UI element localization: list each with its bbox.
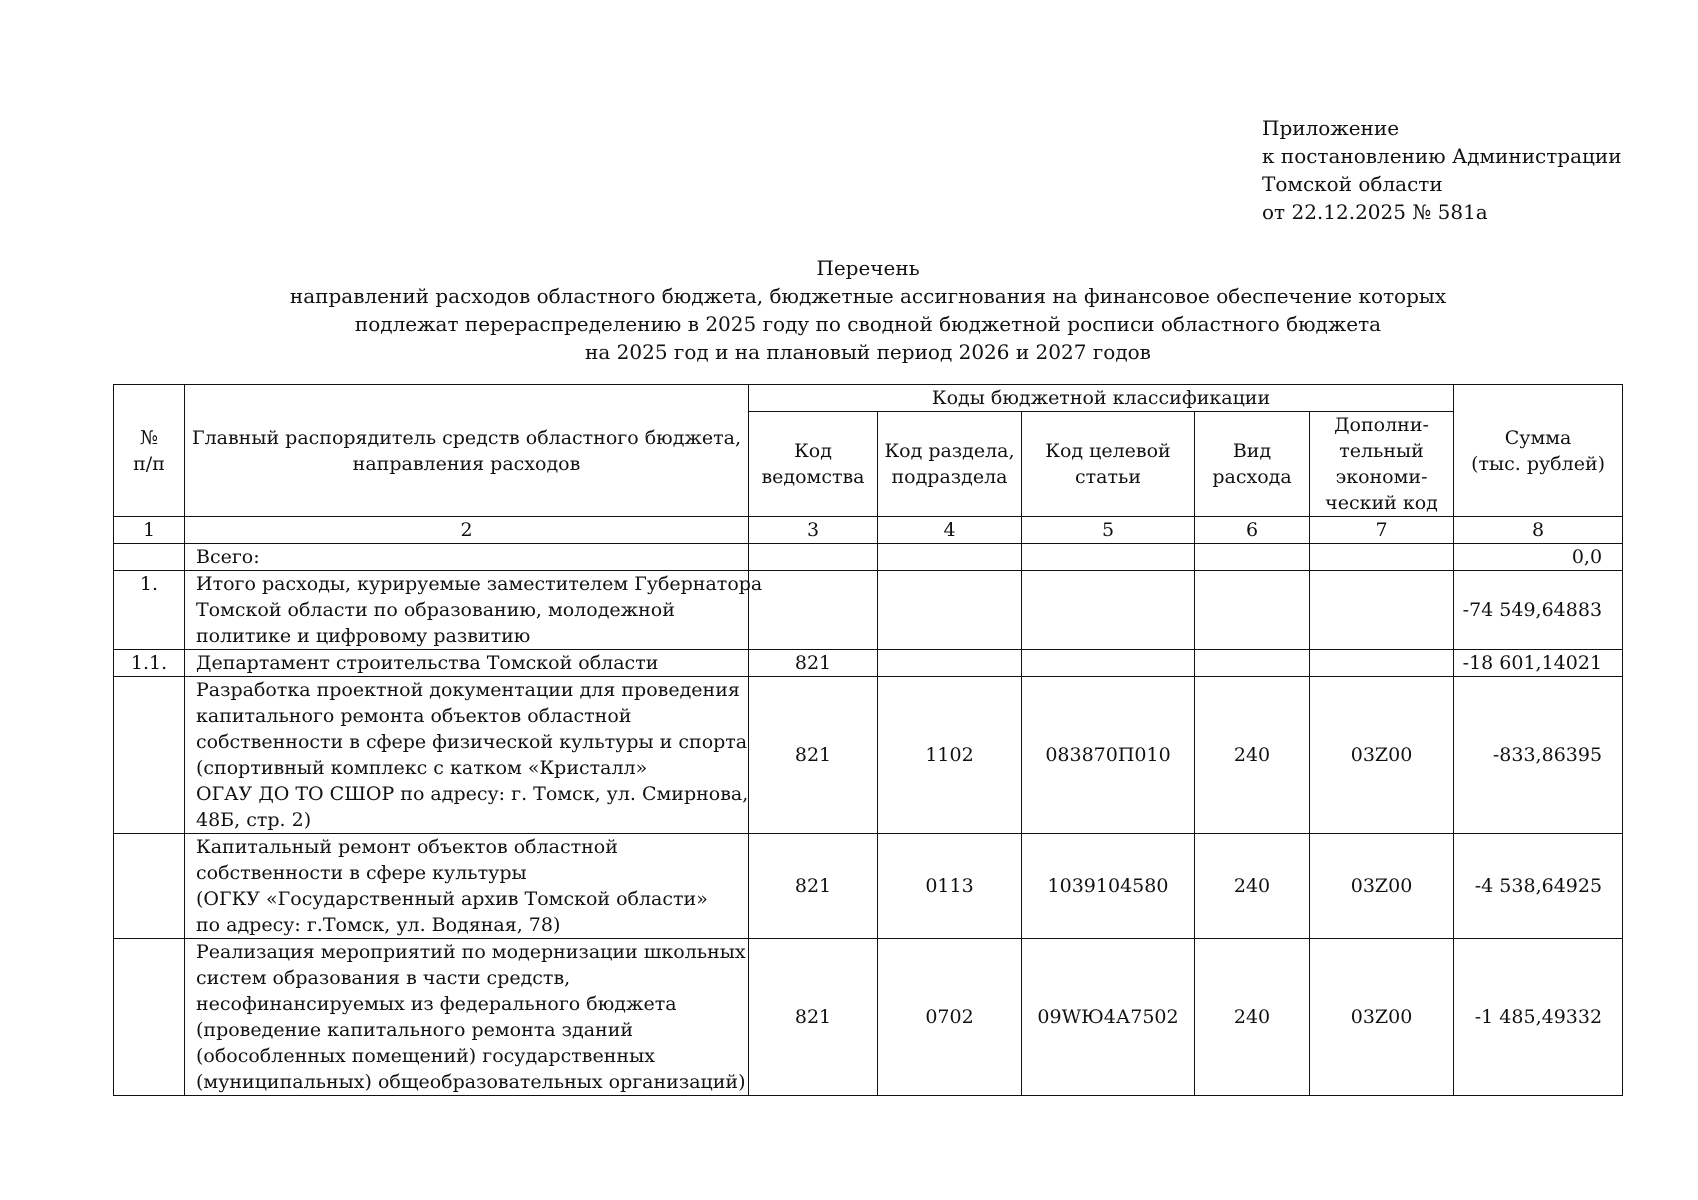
row-name-line: Реализация мероприятий по модернизации школьных bbox=[196, 941, 746, 963]
column-number: 5 bbox=[1022, 517, 1195, 544]
row-section: 0113 bbox=[878, 834, 1022, 939]
row-name-line: Итого расходы, курируемые заместителем Губернатора bbox=[196, 573, 763, 595]
column-number: 4 bbox=[878, 517, 1022, 544]
row-name bbox=[185, 544, 749, 571]
row-name-line: 48Б, стр. 2) bbox=[196, 809, 312, 831]
header-sum bbox=[1454, 385, 1623, 517]
header-num-line: № bbox=[140, 426, 158, 449]
appendix-block bbox=[1262, 114, 1622, 226]
row-dept: 821 bbox=[749, 939, 878, 1096]
row-type bbox=[1195, 571, 1310, 650]
row-target: 09WЮ4А7502 bbox=[1022, 939, 1195, 1096]
row-target bbox=[1022, 571, 1195, 650]
row-name-line: капитального ремонта объектов областной bbox=[196, 705, 632, 727]
row-name-line: собственности в сфере культуры bbox=[196, 862, 527, 884]
column-number: 6 bbox=[1195, 517, 1310, 544]
row-econ bbox=[1310, 650, 1454, 677]
header-row-top bbox=[114, 385, 1623, 412]
row-num bbox=[114, 544, 185, 571]
row-type: 240 bbox=[1195, 834, 1310, 939]
row-name-line: ОГАУ ДО ТО СШОР по адресу: г. Томск, ул. Смирнова, bbox=[196, 783, 749, 805]
header-target bbox=[1022, 412, 1195, 517]
header-name-line: Главный распорядитель средств областного бюджета, bbox=[192, 426, 741, 449]
header-sum-line: Сумма bbox=[1504, 426, 1572, 449]
header-econ-line: тельный bbox=[1339, 440, 1424, 462]
header-target-line: статьи bbox=[1075, 466, 1141, 488]
header-dept-line: ведомства bbox=[761, 466, 865, 488]
row-sum: -833,86395 bbox=[1454, 677, 1623, 834]
row-name-line: по адресу: г.Томск, ул. Водяная, 78) bbox=[196, 914, 561, 936]
header-sum-line: (тыс. рублей) bbox=[1471, 452, 1606, 475]
header-econ-line: ческий код bbox=[1325, 492, 1438, 514]
title-line: направлений расходов областного бюджета, бюджетные ассигнования на финансовое обеспечение которых bbox=[289, 284, 1447, 308]
table-row bbox=[114, 677, 1623, 834]
column-number: 2 bbox=[185, 517, 749, 544]
row-section: 0702 bbox=[878, 939, 1022, 1096]
row-target: 1039104580 bbox=[1022, 834, 1195, 939]
row-type: 240 bbox=[1195, 677, 1310, 834]
row-section bbox=[878, 571, 1022, 650]
header-target-line: Код целевой bbox=[1045, 440, 1171, 462]
row-type bbox=[1195, 650, 1310, 677]
row-name-line: Департамент строительства Томской области bbox=[196, 652, 659, 674]
header-num bbox=[114, 385, 185, 517]
row-dept bbox=[749, 544, 878, 571]
row-target: 083870П010 bbox=[1022, 677, 1195, 834]
row-econ: 03Z00 bbox=[1310, 677, 1454, 834]
title-line: подлежат перераспределению в 2025 году по сводной бюджетной росписи областного бюджета bbox=[354, 312, 1382, 336]
row-sum: -18 601,14021 bbox=[1454, 650, 1623, 677]
table-row bbox=[114, 939, 1623, 1096]
row-section: 1102 bbox=[878, 677, 1022, 834]
header-dept-line: Код bbox=[794, 440, 832, 462]
row-name bbox=[185, 650, 749, 677]
row-name-line: политике и цифровому развитию bbox=[196, 625, 531, 647]
appendix-line: Приложение bbox=[1262, 116, 1400, 140]
row-dept: 821 bbox=[749, 834, 878, 939]
row-section bbox=[878, 650, 1022, 677]
header-section bbox=[878, 412, 1022, 517]
header-econ-line: экономи- bbox=[1335, 466, 1428, 488]
row-econ: 03Z00 bbox=[1310, 834, 1454, 939]
header-section-line: подраздела bbox=[891, 466, 1008, 488]
header-name-line: направления расходов bbox=[352, 452, 581, 475]
row-name bbox=[185, 571, 763, 650]
row-name bbox=[185, 677, 749, 834]
row-target bbox=[1022, 650, 1195, 677]
appendix-line: от 22.12.2025 № 581а bbox=[1262, 200, 1488, 224]
row-name-line: Томской области по образованию, молодежной bbox=[196, 599, 675, 621]
row-type bbox=[1195, 544, 1310, 571]
appendix-line: Томской области bbox=[1262, 172, 1443, 196]
header-section-line: Код раздела, bbox=[884, 440, 1015, 462]
header-dept bbox=[749, 412, 878, 517]
row-num: 1. bbox=[114, 571, 185, 650]
column-number: 7 bbox=[1310, 517, 1454, 544]
column-number: 3 bbox=[749, 517, 878, 544]
budget-table bbox=[113, 384, 1623, 1096]
row-name-line: (ОГКУ «Государственный архив Томской области» bbox=[196, 888, 708, 910]
table-row bbox=[114, 834, 1623, 939]
appendix-line: к постановлению Администрации bbox=[1262, 144, 1622, 168]
title-line: Перечень bbox=[816, 256, 920, 280]
table-row bbox=[114, 650, 1623, 677]
header-codes-group: Коды бюджетной классификации bbox=[749, 385, 1454, 412]
row-type: 240 bbox=[1195, 939, 1310, 1096]
header-type bbox=[1195, 412, 1310, 517]
row-econ bbox=[1310, 571, 1454, 650]
row-num bbox=[114, 834, 185, 939]
column-number: 8 bbox=[1454, 517, 1623, 544]
row-num bbox=[114, 677, 185, 834]
column-number: 1 bbox=[114, 517, 185, 544]
column-number-row bbox=[114, 517, 1623, 544]
row-dept bbox=[749, 571, 878, 650]
row-dept: 821 bbox=[749, 677, 878, 834]
header-type-line: Вид bbox=[1232, 440, 1272, 462]
row-name-line: Разработка проектной документации для проведения bbox=[196, 679, 740, 701]
row-sum: -1 485,49332 bbox=[1454, 939, 1623, 1096]
row-name-line: несофинансируемых из федерального бюджета bbox=[196, 993, 677, 1015]
row-dept: 821 bbox=[749, 650, 878, 677]
row-name-line: (обособленных помещений) государственных bbox=[196, 1045, 655, 1067]
row-name bbox=[185, 834, 749, 939]
row-num: 1.1. bbox=[114, 650, 185, 677]
row-section bbox=[878, 544, 1022, 571]
header-type-line: расхода bbox=[1212, 466, 1292, 488]
row-sum: 0,0 bbox=[1454, 544, 1623, 571]
table-row bbox=[114, 544, 1623, 571]
row-name-line: систем образования в части средств, bbox=[196, 967, 571, 989]
row-sum: -4 538,64925 bbox=[1454, 834, 1623, 939]
row-num bbox=[114, 939, 185, 1096]
row-name-line: (проведение капитального ремонта зданий bbox=[196, 1019, 634, 1041]
title-line: на 2025 год и на плановый период 2026 и 2027 годов bbox=[585, 340, 1151, 364]
row-name-line: (спортивный комплекс с катком «Кристалл» bbox=[196, 757, 648, 779]
document-title bbox=[113, 254, 1623, 366]
header-name bbox=[185, 385, 749, 517]
row-target bbox=[1022, 544, 1195, 571]
row-sum: -74 549,64883 bbox=[1454, 571, 1623, 650]
row-name-line: Всего: bbox=[196, 546, 260, 568]
header-econ-line: Дополни- bbox=[1334, 414, 1429, 436]
header-num-line: п/п bbox=[133, 452, 165, 475]
table-row bbox=[114, 571, 1623, 650]
row-name-line: (муниципальных) общеобразовательных организаций) bbox=[196, 1071, 746, 1093]
row-name-line: Капитальный ремонт объектов областной bbox=[196, 836, 618, 858]
row-econ: 03Z00 bbox=[1310, 939, 1454, 1096]
row-name-line: собственности в сфере физической культуры и спорта bbox=[196, 731, 748, 753]
row-econ bbox=[1310, 544, 1454, 571]
row-name bbox=[185, 939, 749, 1096]
header-econ bbox=[1310, 412, 1454, 517]
